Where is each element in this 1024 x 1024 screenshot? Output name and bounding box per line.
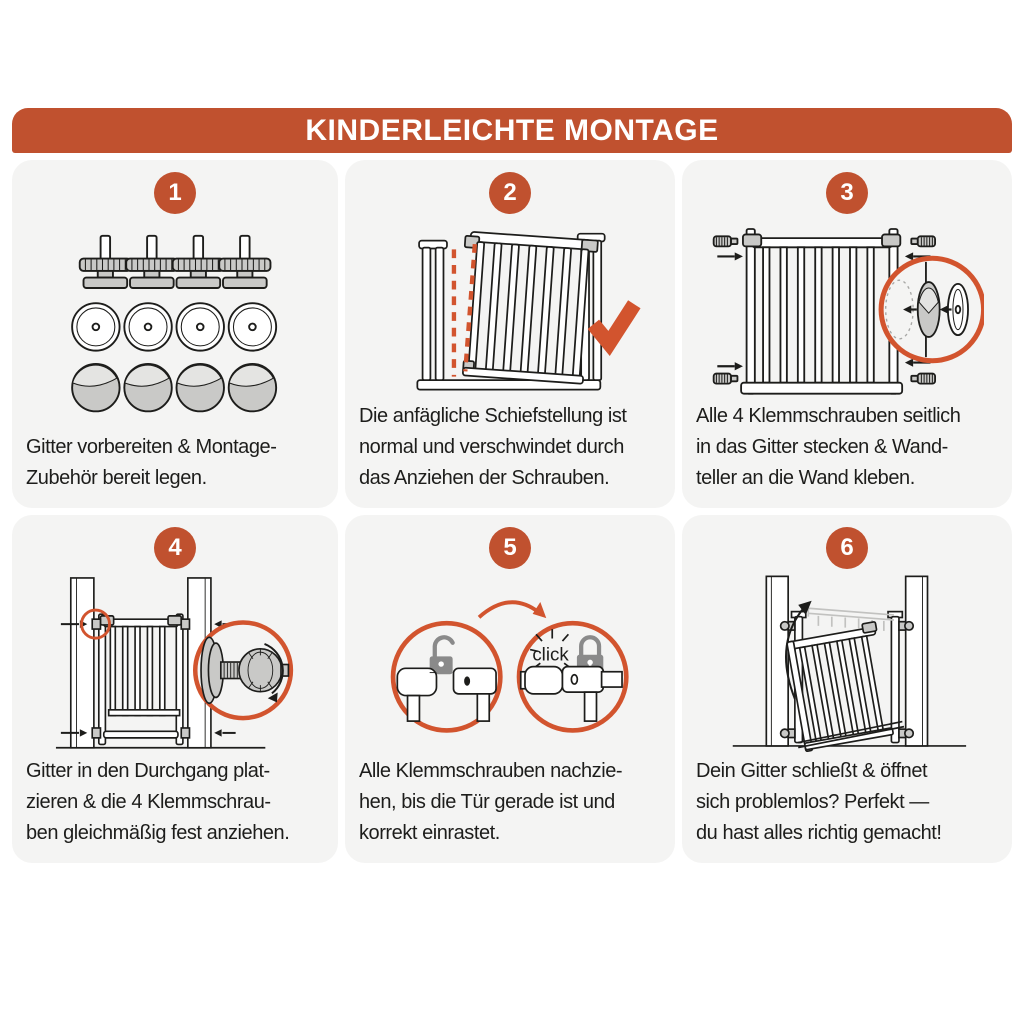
caption-line: zieren & die 4 Klemmschrau- (26, 791, 271, 813)
step-panel-3 (682, 160, 1012, 508)
step-4-illustration (12, 569, 338, 756)
caption-line: Die anfägliche Schiefstellung ist (359, 405, 627, 427)
press-arrow-icon (215, 729, 222, 736)
step-1-illustration (12, 214, 338, 432)
click-label: click (532, 643, 570, 665)
page-title: KINDERLEICHTE MONTAGE (305, 113, 719, 147)
caption-line: sich problemlos? Perfekt — (696, 791, 929, 813)
step-caption (682, 756, 1012, 849)
step-6-illustration (682, 569, 1012, 756)
caption-line: Alle 4 Klemmschrauben seitlich (696, 405, 961, 427)
step-panel-6 (682, 515, 1012, 863)
step-number-badge: 1 (154, 172, 196, 214)
header-banner (12, 108, 1012, 153)
gate-in-doorway-drawing (51, 573, 298, 756)
steps-grid (12, 160, 1012, 863)
caption-line: normal und verschwindet durch (359, 436, 624, 458)
wall-plate-detail-magnifier (881, 258, 983, 360)
caption-line: du hast alles richtig gemacht! (696, 822, 942, 844)
step-number-badge: 6 (826, 527, 868, 569)
step-number-badge: 5 (489, 527, 531, 569)
caption-line: Zubehör bereit legen. (26, 467, 207, 489)
step-number-badge: 2 (489, 172, 531, 214)
insert-arrow-icon (905, 252, 913, 260)
gate-swings-drawing (721, 573, 973, 756)
caption-line: hen, bis die Tür gerade ist und (359, 791, 615, 813)
insert-arrow-icon (734, 252, 742, 260)
step-number-badge: 3 (826, 172, 868, 214)
tilted-gate-drawing (379, 218, 640, 401)
step-caption (345, 401, 675, 494)
gate-door (456, 231, 598, 384)
step-caption (12, 432, 338, 494)
montage-parts-drawing (56, 232, 293, 418)
caption-line: Gitter vorbereiten & Montage- (26, 436, 277, 458)
ghost-door-open-position (808, 608, 894, 631)
caption-line: korrekt einrastet. (359, 822, 500, 844)
step-panel-4 (12, 515, 338, 863)
step-caption (345, 756, 675, 849)
caption-line: in das Gitter stecken & Wand- (696, 436, 948, 458)
step-panel-5 (345, 515, 675, 863)
gate-screws-wallplate-drawing (710, 218, 985, 401)
caption-line: Dein Gitter schließt & öffnet (696, 760, 928, 782)
then-arrow-icon (479, 602, 539, 617)
tighten-knob-magnifier (196, 622, 292, 718)
caption-line: Gitter in den Durchgang plat- (26, 760, 270, 782)
caption-line: teller an die Wand kleben. (696, 467, 915, 489)
step-panel-1 (12, 160, 338, 508)
step-2-illustration (345, 214, 675, 401)
latch-lock-drawing (382, 573, 637, 756)
caption-line: ben gleichmäßig fest anziehen. (26, 822, 290, 844)
step-caption (682, 401, 1012, 494)
step-3-illustration (682, 214, 1012, 401)
step-caption (12, 756, 338, 849)
caption-line: Alle Klemmschrauben nachzie- (359, 760, 623, 782)
insert-arrow-icon (734, 362, 742, 370)
insert-arrow-icon (905, 358, 913, 366)
step-number-badge: 4 (154, 527, 196, 569)
step-panel-2 (345, 160, 675, 508)
caption-line: das Anziehen der Schrauben. (359, 467, 610, 489)
step-5-illustration (345, 569, 675, 756)
